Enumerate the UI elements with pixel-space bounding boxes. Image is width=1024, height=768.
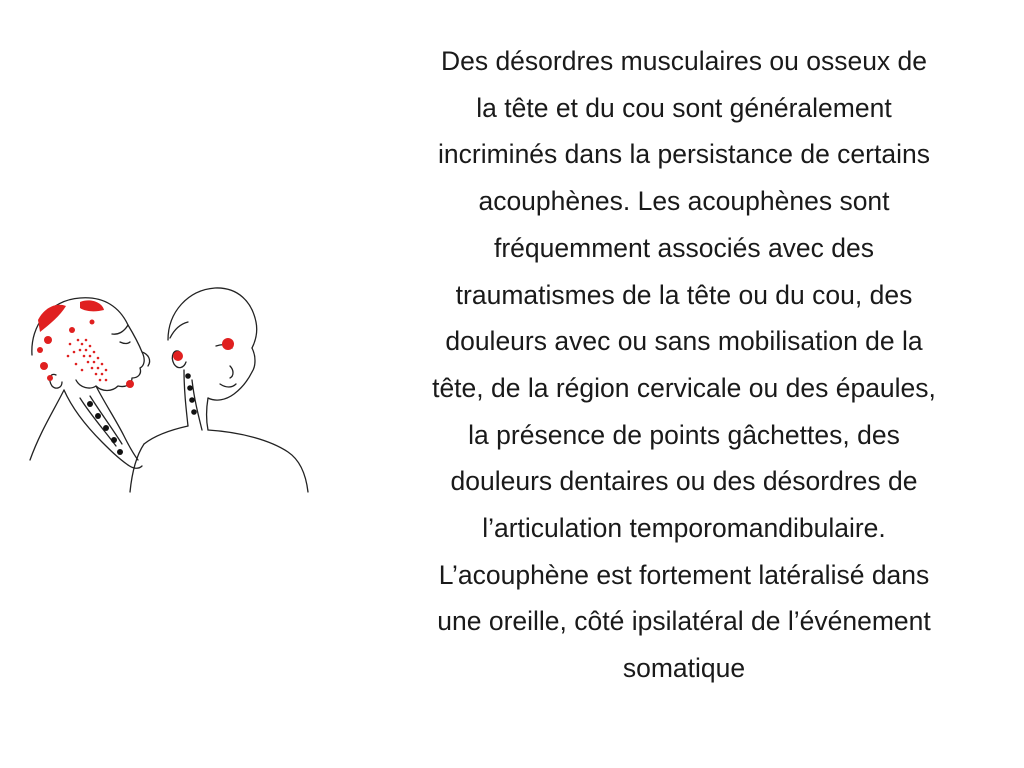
text-line: acouphènes. Les acouphènes sont — [478, 186, 890, 217]
text-line: une oreille, côté ipsilatéral de l’événement — [437, 606, 931, 637]
head-neck-trigger-points-illustration — [20, 280, 310, 495]
text-line: incriminés dans la persistance de certains — [438, 139, 930, 170]
text-line: douleurs avec ou sans mobilisation de la — [445, 326, 923, 357]
text-line: L’acouphène est fortement latéralisé dans — [438, 559, 930, 590]
text-line: somatique — [622, 653, 746, 684]
text-line: tête, de la région cervicale ou des épaules, — [432, 372, 936, 403]
text-line: traumatismes de la tête ou du cou, des — [455, 279, 913, 310]
text-line: la tête et du cou sont généralement — [476, 92, 892, 123]
text-line: l’articulation temporomandibulaire. — [482, 513, 886, 544]
text-line: Des désordres musculaires ou osseux de — [440, 46, 928, 76]
text-line: douleurs dentaires ou des désordres de — [450, 466, 918, 497]
text-line: fréquemment associés avec des — [493, 232, 875, 263]
text-line: la présence de points gâchettes, des — [468, 419, 900, 450]
body-text — [372, 38, 996, 692]
